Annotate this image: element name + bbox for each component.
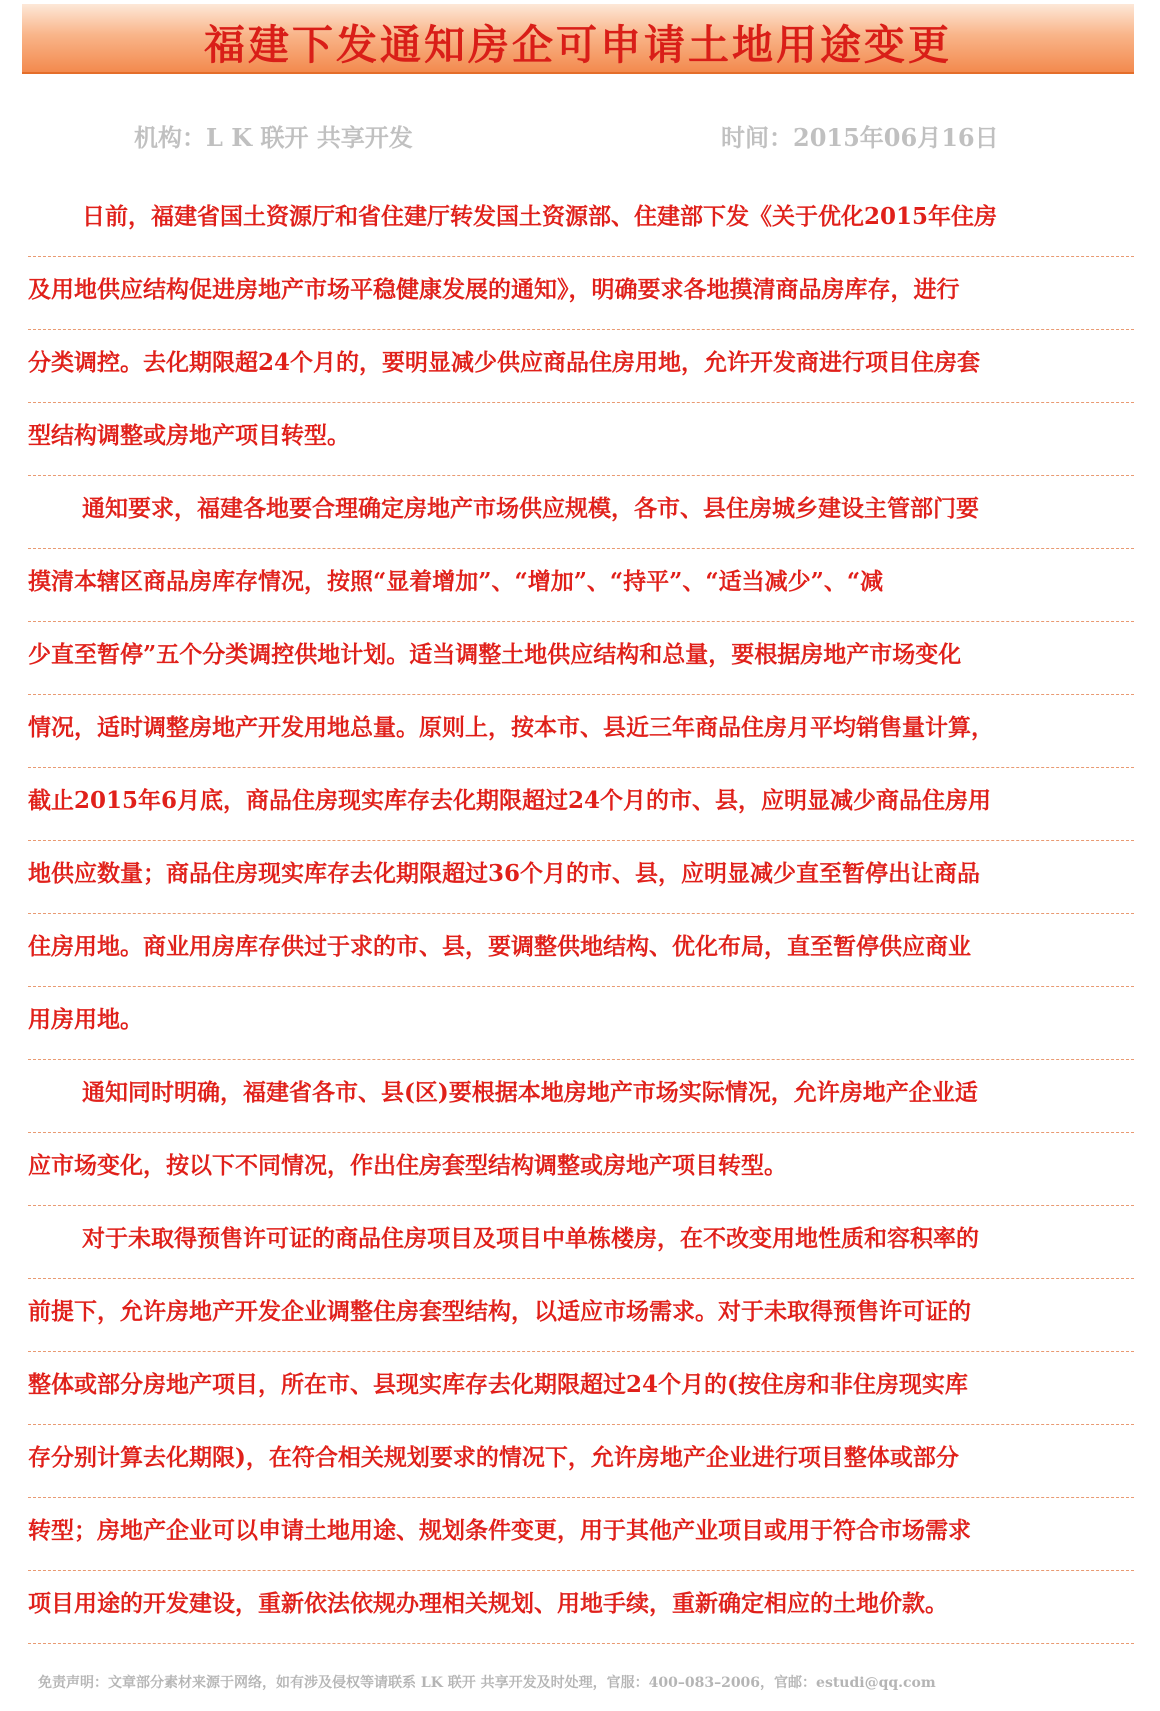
disclaimer-footer: 免责声明：文章部分素材来源于网络，如有涉及侵权等请联系 LK 联开 共享开发及时处理，官服：400–083–2006，官邮：estudi@qq.com bbox=[38, 1675, 936, 1691]
paragraph-line: 住房用地。商业用房库存供过于求的市、县，要调整供地结构、优化布局，直至暂停供应商业 bbox=[28, 914, 1134, 987]
paragraph-line: 用房用地。 bbox=[28, 987, 1134, 1060]
title-banner bbox=[22, 4, 1134, 74]
paragraph-line: 截止2015年6月底，商品住房现实库存去化期限超过24个月的市、县，应明显减少商品住房用 bbox=[28, 768, 1134, 841]
paragraph-line: 通知同时明确，福建省各市、县(区)要根据本地房地产市场实际情况，允许房地产企业适 bbox=[28, 1060, 1134, 1133]
paragraph-line: 日前，福建省国土资源厅和省住建厅转发国土资源部、住建部下发《关于优化2015年住房 bbox=[28, 184, 1134, 257]
paragraph-line: 摸清本辖区商品房库存情况，按照“显着增加”、“增加”、“持平”、“适当减少”、“减 bbox=[28, 549, 1134, 622]
paragraph-line: 分类调控。去化期限超24个月的，要明显减少供应商品住房用地，允许开发商进行项目住房套 bbox=[28, 330, 1134, 403]
paragraph-line: 情况，适时调整房地产开发用地总量。原则上，按本市、县近三年商品住房月平均销售量计算， bbox=[28, 695, 1134, 768]
article-body bbox=[28, 184, 1134, 1644]
paragraph-line: 型结构调整或房地产项目转型。 bbox=[28, 403, 1134, 476]
paragraph-line: 少直至暂停”五个分类调控供地计划。适当调整土地供应结构和总量，要根据房地产市场变化 bbox=[28, 622, 1134, 695]
paragraph-line: 项目用途的开发建设，重新依法依规办理相关规划、用地手续，重新确定相应的土地价款。 bbox=[28, 1571, 1134, 1644]
paragraph-line: 对于未取得预售许可证的商品住房项目及项目中单栋楼房，在不改变用地性质和容积率的 bbox=[28, 1206, 1134, 1279]
paragraph-line: 整体或部分房地产项目，所在市、县现实库存去化期限超过24个月的(按住房和非住房现实库 bbox=[28, 1352, 1134, 1425]
paragraph-line: 通知要求，福建各地要合理确定房地产市场供应规模，各市、县住房城乡建设主管部门要 bbox=[28, 476, 1134, 549]
paragraph-line: 及用地供应结构促进房地产市场平稳健康发展的通知》，明确要求各地摸清商品房库存，进行 bbox=[28, 257, 1134, 330]
date-label: 时间：2015年06月16日 bbox=[721, 123, 999, 152]
paragraph-line: 转型；房地产企业可以申请土地用途、规划条件变更，用于其他产业项目或用于符合市场需求 bbox=[28, 1498, 1134, 1571]
org-label: 机构：L K 联开 共享开发 bbox=[134, 123, 413, 152]
page-title: 福建下发通知房企可申请土地用途变更 bbox=[204, 21, 952, 69]
paragraph-line: 前提下，允许房地产开发企业调整住房套型结构，以适应市场需求。对于未取得预售许可证的 bbox=[28, 1279, 1134, 1352]
paragraph-line: 存分别计算去化期限)，在符合相关规划要求的情况下，允许房地产企业进行项目整体或部分 bbox=[28, 1425, 1134, 1498]
paragraph-line: 应市场变化，按以下不同情况，作出住房套型结构调整或房地产项目转型。 bbox=[28, 1133, 1134, 1206]
paragraph-line: 地供应数量；商品住房现实库存去化期限超过36个月的市、县，应明显减少直至暂停出让商品 bbox=[28, 841, 1134, 914]
